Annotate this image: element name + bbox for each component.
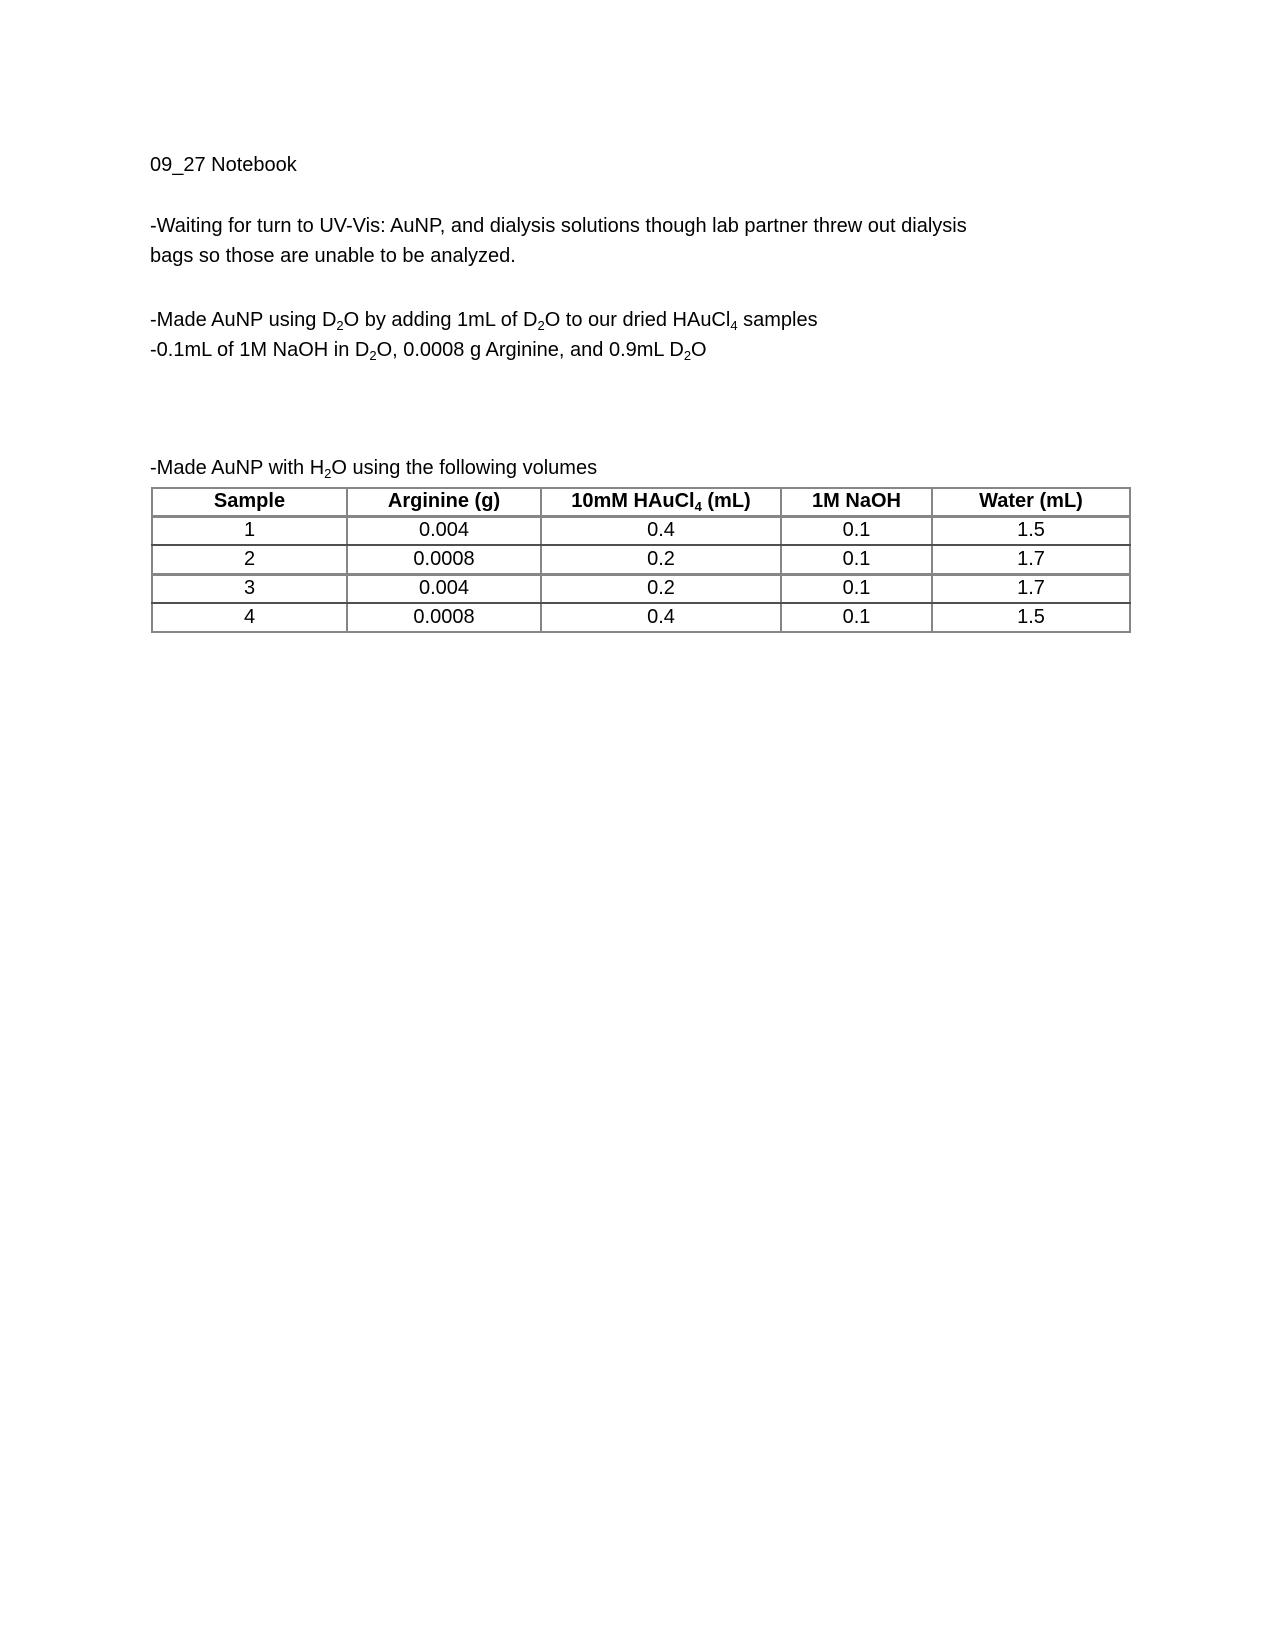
table-cell: 0.4 bbox=[541, 516, 781, 545]
table-cell: 0.1 bbox=[781, 603, 932, 632]
table-cell: 3 bbox=[152, 574, 347, 603]
page-title bbox=[150, 150, 1150, 180]
paragraph-table-intro bbox=[150, 453, 1150, 483]
title-text: 09_27 Notebook bbox=[150, 154, 297, 176]
table-row bbox=[152, 603, 1130, 632]
table-cell: 1 bbox=[152, 516, 347, 545]
table-cell: 1.5 bbox=[932, 516, 1130, 545]
table-cell: 0.1 bbox=[781, 545, 932, 574]
text-line: -Waiting for turn to UV-Vis: AuNP, and dialysis solutions though lab partner threw out dialysis bbox=[150, 215, 967, 237]
table-cell: 4 bbox=[152, 603, 347, 632]
table-cell: 0.0008 bbox=[347, 603, 541, 632]
paragraph-d2o-note bbox=[150, 305, 1150, 365]
table-cell: 0.1 bbox=[781, 574, 932, 603]
paragraph-uvvis-note bbox=[150, 211, 1150, 271]
column-header-sample: Sample bbox=[152, 488, 347, 516]
text-line: -Made AuNP with $H_2O$ using the following volumes bbox=[150, 457, 598, 481]
table-cell: 0.0008 bbox=[347, 545, 541, 574]
table-cell: 1.7 bbox=[932, 574, 1130, 603]
table-row bbox=[152, 545, 1130, 574]
table-cell: 0.004 bbox=[347, 516, 541, 545]
table-cell: 0.2 bbox=[541, 574, 781, 603]
text-line: -Made AuNP using $D_2O$ by adding 1mL of $D_2O$ to our dried HAuCl$_4$ samples bbox=[150, 309, 818, 333]
table-cell: 2 bbox=[152, 545, 347, 574]
table-cell: 0.4 bbox=[541, 603, 781, 632]
volumes-table-body bbox=[152, 516, 1130, 632]
table-cell: 1.5 bbox=[932, 603, 1130, 632]
text-line: -0.1mL of 1M NaOH in $D_2O$, 0.0008 g Arginine, and 0.9mL $D_2O$ bbox=[150, 339, 707, 363]
volumes-table bbox=[151, 487, 1131, 633]
column-header-arginine: Arginine (g) bbox=[347, 488, 541, 516]
table-cell: 0.2 bbox=[541, 545, 781, 574]
table-cell: 0.1 bbox=[781, 516, 932, 545]
table-cell: 1.7 bbox=[932, 545, 1130, 574]
column-header-naoh: 1M NaOH bbox=[781, 488, 932, 516]
column-header-haucl4: 10mM HAuCl$_4$ (mL) bbox=[541, 488, 781, 516]
table-header-row bbox=[152, 488, 1130, 516]
table-row bbox=[152, 516, 1130, 545]
text-line: bags so those are unable to be analyzed. bbox=[150, 245, 516, 267]
table-cell: 0.004 bbox=[347, 574, 541, 603]
column-header-water: Water (mL) bbox=[932, 488, 1130, 516]
table-row bbox=[152, 574, 1130, 603]
